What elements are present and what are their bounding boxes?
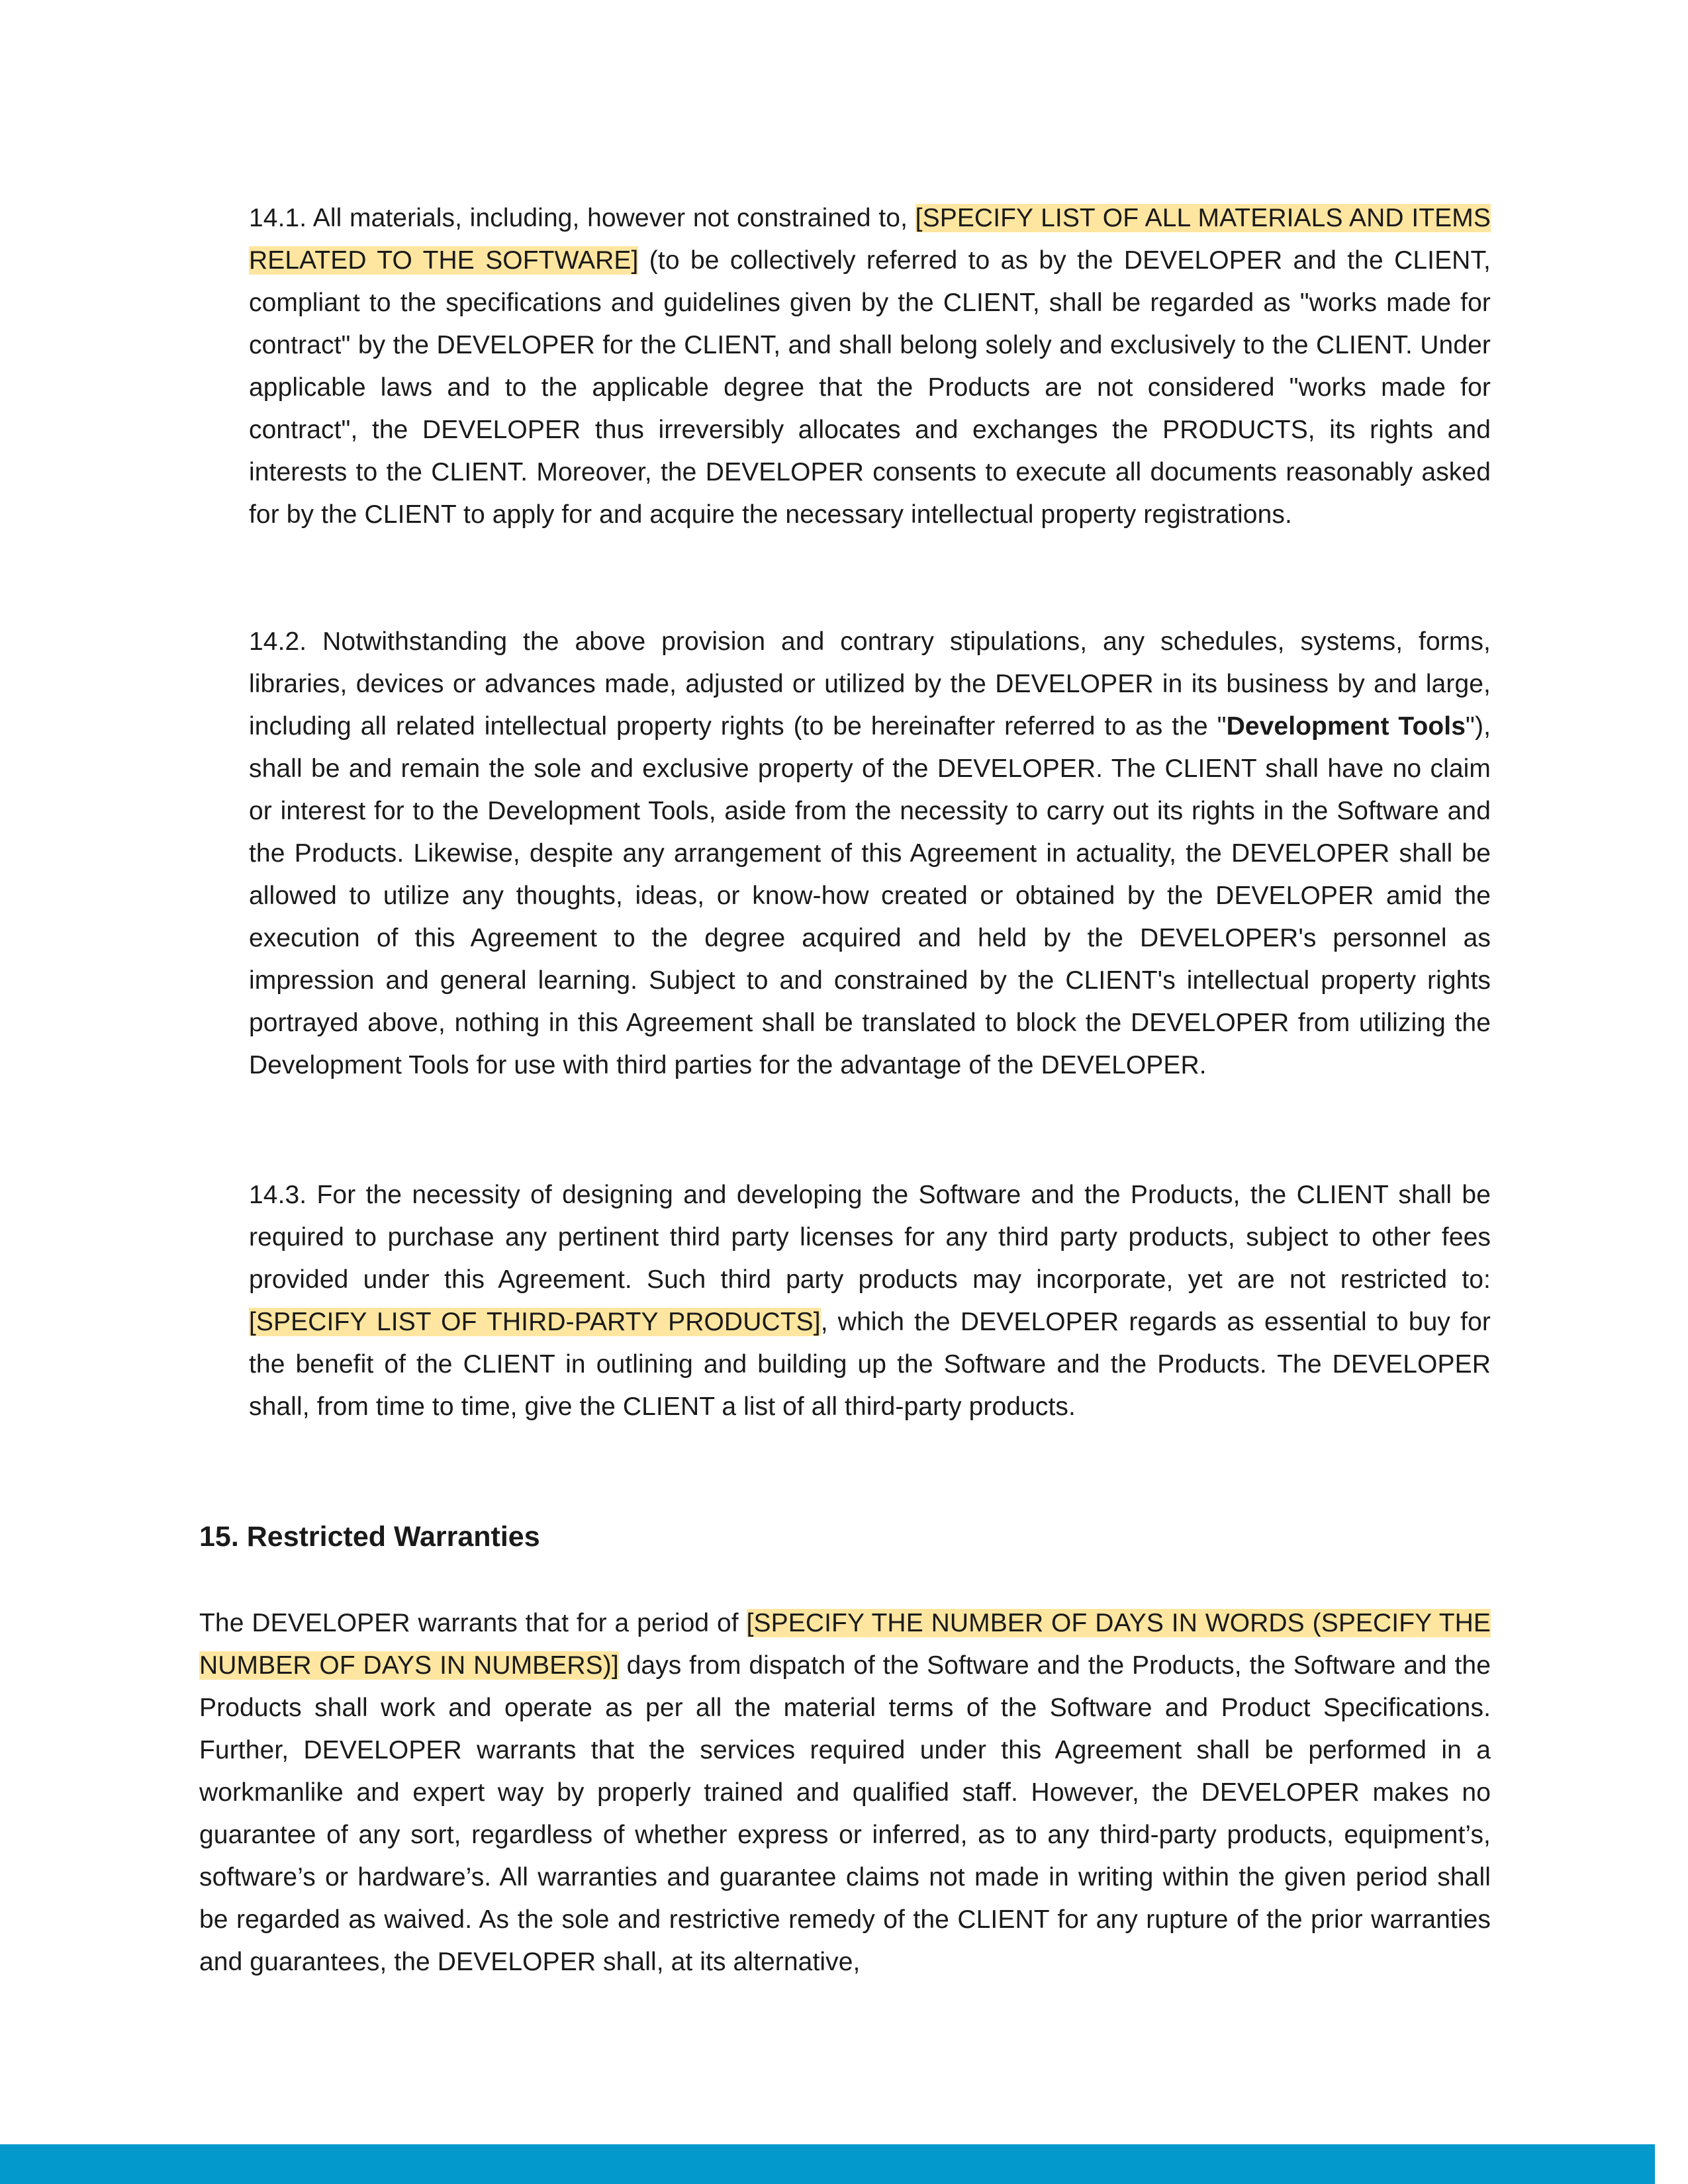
placeholder-third-party-products: [SPECIFY LIST OF THIRD-PARTY PRODUCTS] bbox=[249, 1308, 821, 1336]
clause-14-2-text-end: "), shall be and remain the sole and exclusive property of the DEVELOPER. The CLIENT shall have no claim or interest for to the Development Tools, aside from the necessity to carry out its rights in the Software and the Products. Likewise, despite any arrangement of this Agreement in actuality, the DEVELOPER shall be allowed to utilize any thoughts, ideas, or know-how created or obtained by the DEVELOPER amid the execution of this Agreement to the degree acquired and held by the DEVELOPER's personnel as impression and general learning. Subject to and constrained by the CLIENT's intellectual property rights portrayed above, nothing in this Agreement shall be translated to block the DEVELOPER from utilizing the Development Tools for use with third parties for the advantage of the DEVELOPER. bbox=[249, 712, 1491, 1079]
clause-14-1-text-start: 14.1. All materials, including, however not constrained to, bbox=[249, 204, 915, 232]
clause-15-body bbox=[199, 1602, 1491, 1983]
footer-color-bar bbox=[0, 2144, 1655, 2184]
clause-14-1 bbox=[249, 197, 1491, 536]
clause-14-3-text-start: 14.3. For the necessity of designing and developing the Software and the Products, the CLIENT shall be required to purchase any pertinent third party licenses for any third party products, subject to other fees provided under this Agreement. Such third party products may incorporate, yet are not restricted to: bbox=[249, 1181, 1491, 1294]
clause-15-text-start: The DEVELOPER warrants that for a period of bbox=[199, 1609, 747, 1637]
clause-14-2 bbox=[249, 621, 1491, 1087]
placeholder-materials-list: [SPECIFY LIST OF ALL MATERIALS AND ITEMS RELATED TO THE SOFTWARE] bbox=[249, 204, 1491, 275]
clause-14-3-text-end: , which the DEVELOPER regards as essential to buy for the benefit of the CLIENT in outlining and building up the Software and the Products. The DEVELOPER shall, from time to time, give the CLIENT a list of all third-party products. bbox=[249, 1308, 1491, 1421]
term-development-tools: Development Tools bbox=[1226, 712, 1466, 741]
clause-14-2-text-start: 14.2. Notwithstanding the above provision and contrary stipulations, any schedules, systems, forms, libraries, devices or advances made, adjusted or utilized by the DEVELOPER in its business by and large, including all related intellectual property rights (to be hereinafter referred to as the " bbox=[249, 627, 1491, 741]
clause-15-text-end: days from dispatch of the Software and the Products, the Software and the Products shall work and operate as per all the material terms of the Software and Product Specifications. Further, DEVELOPER warrants that the services required under this Agreement shall be performed in a workmanlike and expert way by properly trained and qualified staff. However, the DEVELOPER makes no guarantee of any sort, regardless of whether express or inferred, as to any third-party products, equipment’s, software’s or hardware’s. All warranties and guarantee claims not made in writing within the given period shall be regarded as waived. As the sole and restrictive remedy of the CLIENT for any rupture of the prior warranties and guarantees, the DEVELOPER shall, at its alternative, bbox=[199, 1651, 1491, 1976]
clause-14-3 bbox=[249, 1174, 1491, 1428]
placeholder-number-of-days: [SPECIFY THE NUMBER OF DAYS IN WORDS (SPECIFY THE NUMBER OF DAYS IN NUMBERS)] bbox=[199, 1609, 1491, 1680]
section-15-heading: 15. Restricted Warranties bbox=[199, 1521, 540, 1553]
clause-14-1-text-end: (to be collectively referred to as by the DEVELOPER and the CLIENT, compliant to the specifications and guidelines given by the CLIENT, shall be regarded as "works made for contract" by the DEVELOPER for the CLIENT, and shall belong solely and exclusively to the CLIENT. Under applicable laws and to the applicable degree that the Products are not considered "works made for contract", the DEVELOPER thus irreversibly allocates and exchanges the PRODUCTS, its rights and interests to the CLIENT. Moreover, the DEVELOPER consents to execute all documents reasonably asked for by the CLIENT to apply for and acquire the necessary intellectual property registrations. bbox=[249, 246, 1491, 529]
